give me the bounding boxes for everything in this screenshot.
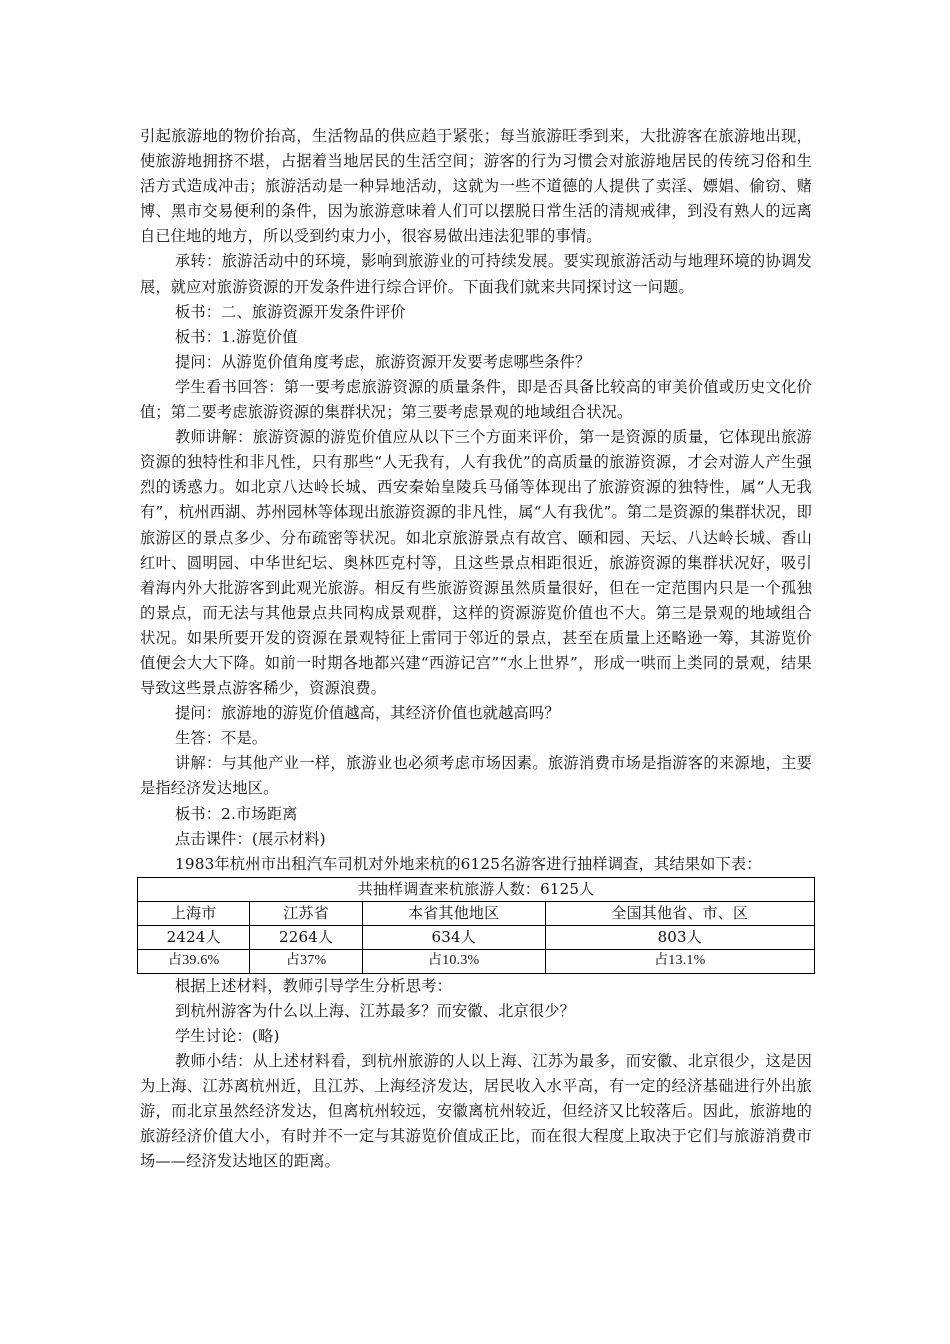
- table-cell-percent: 占37%: [250, 949, 362, 973]
- table-cell-count: 2424人: [138, 925, 250, 949]
- table-row: [138, 949, 815, 973]
- paragraph-continuation: 引起旅游地的物价抬高，生活物品的供应趋于紧张；每当旅游旺季到来，大批游客在旅游地出现，使旅游地拥挤不堪，占据着当地居民的生活空间；游客的行为习惯会对旅游地居民的传统习俗和生活方式造成冲击；旅游活动是一种异地活动，这就为一些不道德的人提供了卖淫、嫖娼、偷窃、赌博、黑市交易便利的条件，因为旅游意味着人们可以摆脱日常生活的清规戒律，到没有熟人的远离自已住地的地方，所以受到约束力小，很容易做出违法犯罪的事情。: [140, 127, 812, 246]
- table-cell-count: 2264人: [250, 925, 362, 949]
- table-header-row: [138, 901, 815, 925]
- table-row: [138, 925, 815, 949]
- table-cell-count: 634人: [362, 925, 545, 949]
- analysis-prompt-paragraph: 根据上述材料，教师引导学生分析思考：: [175, 976, 452, 995]
- table-title-row: [138, 877, 815, 901]
- discussion-question-paragraph: 到杭州游客为什么以上海、江苏最多？而安徽、北京很少？: [175, 1001, 576, 1020]
- question-paragraph: 提问：从游览价值角度考虑，旅游资源开发要考虑哪些条件？: [175, 352, 591, 371]
- table-header-cell: 全国其他省、市、区: [545, 901, 814, 925]
- student-answer-paragraph: 学生看书回答：第一要考虑旅游资源的质量条件，即是否具备比较高的审美价值或历史文化价值；第二要考虑旅游资源的集群状况；第三要考虑景观的地域组合状况。: [140, 377, 812, 422]
- question-paragraph: 提问：旅游地的游览价值越高，其经济价值也就越高吗？: [175, 704, 560, 723]
- table-header-cell: 江苏省: [250, 901, 362, 925]
- explanation-paragraph: 讲解：与其他产业一样，旅游业也必须考虑市场因素。旅游消费市场是指游客的来源地，主要是指经济发达地区。: [140, 754, 812, 798]
- teacher-explanation-paragraph: 教师讲解：旅游资源的游览价值应从以下三个方面来评价，第一是资源的质量，它体现出旅游资源的独特性和非凡性，只有那些“人无我有，人有我优”的高质量的旅游资源，才会对游人产生强烈的诱惑力。如北京八达岭长城、西安秦始皇陵兵马俑等体现出了旅游资源的独特性，属“人无我有”，杭州西湖、苏州园林等体现出旅游资源的非凡性，属“人有我优”。第二是资源的集群状况，即旅游区的景点多少、分布疏密等状况。如北京旅游景点有故宫、颐和园、天坛、八达岭长城、香山红叶、圆明园、中华世纪坛、奥林匹克村等，且这些景点相距很近，旅游资源的集群状况好，吸引着海内外大批游客到此观光旅游。相反有些旅游资源虽然质量很好，但在一定范围内只是一个孤独的景点，而无法与其他景点共同构成景观群，这样的资源游览价值也不大。第三是景观的地域组合状况。如果所要开发的资源在景观特征上雷同于邻近的景点，甚至在质量上还略逊一筹，其游览价值便会大大下降。如前一时期各地都兴建“西游记宫”“水上世界”，形成一哄而上类同的景观，结果导致这些景点游客稀少，资源浪费。: [140, 428, 812, 698]
- table-header-cell: 上海市: [138, 901, 250, 925]
- table-header-cell: 本省其他地区: [362, 901, 545, 925]
- student-answer-paragraph: 生答：不是。: [175, 729, 268, 748]
- courseware-paragraph: 点击课件：(展示材料): [175, 829, 326, 848]
- paragraph-transition: 承转：旅游活动中的环境，影响到旅游业的可持续发展。要实现旅游活动与地理环境的协调发展，就应对旅游资源的开发条件进行综合评价。下面我们就来共同探讨这一问题。: [140, 252, 812, 296]
- survey-table: [137, 877, 815, 974]
- table-cell-percent: 占39.6%: [138, 949, 250, 973]
- blackboard-subheading-1: 板书：1.游览价值: [175, 327, 298, 346]
- table-cell-count: 803人: [545, 925, 814, 949]
- blackboard-subheading-2: 板书：2.市场距离: [175, 804, 298, 823]
- teacher-summary-paragraph: 教师小结：从上述材料看，到杭州旅游的人以上海、江苏为最多，而安徽、北京很少，这是因为上海、江苏离杭州近，且江苏、上海经济发达，居民收入水平高，有一定的经济基础进行外出旅游，而北京虽然经济发达，但离杭州较远，安徽离杭州较近，但经济又比较落后。因此，旅游地的旅游经济价值大小，有时并不一定与其游览价值成正比，而在很大程度上取决于它们与旅游消费市场——经济发达地区的距离。: [140, 1052, 812, 1171]
- document-page: [140, 124, 812, 1175]
- table-cell-percent: 占10.3%: [362, 949, 545, 973]
- student-discussion-paragraph: 学生讨论：(略): [175, 1027, 280, 1045]
- blackboard-heading-2: 板书：二、旅游资源开发条件评价: [175, 302, 406, 321]
- survey-intro-paragraph: 1983年杭州市出租汽车司机对外地来杭的6125名游客进行抽样调查，其结果如下表：: [175, 854, 762, 873]
- table-cell-percent: 占13.1%: [545, 949, 814, 973]
- table-title: 共抽样调查来杭旅游人数：6125人: [138, 877, 815, 901]
